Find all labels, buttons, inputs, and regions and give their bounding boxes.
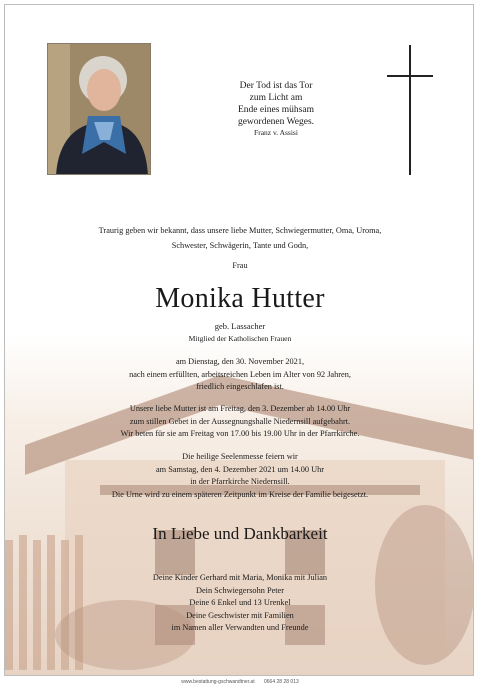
mourner-line: Deine 6 Enkel und 13 Urenkel bbox=[189, 598, 291, 607]
mourner-line: im Namen aller Verwandten und Freunde bbox=[171, 623, 309, 632]
quote-line: Der Tod ist das Tor bbox=[239, 81, 313, 91]
viewing-info bbox=[5, 403, 474, 441]
closing-phrase: In Liebe und Dankbarkeit bbox=[152, 524, 328, 543]
footer-website[interactable]: www.bestattung-gschwandtner.at bbox=[181, 679, 255, 685]
mourner-line: Deine Kinder Gerhard mit Maria, Monika mit Julian bbox=[152, 573, 328, 582]
portrait-illustration bbox=[48, 44, 151, 175]
death-notice-line: nach einem erfüllten, arbeitsreichen Leben im Alter von 92 Jahren, bbox=[129, 369, 351, 379]
mourners-list bbox=[5, 572, 474, 635]
obituary-card bbox=[4, 4, 474, 676]
mourner-line: Dein Schwiegersohn Peter bbox=[195, 585, 285, 595]
viewing-line: zum stillen Gebet in der Aussegnungshalle Niedernsill aufgebahrt. bbox=[129, 416, 351, 426]
birth-name: geb. Lassacher bbox=[214, 321, 266, 331]
viewing-line: Unsere liebe Mutter ist am Freitag, den 3. Dezember ab 14.00 Uhr bbox=[129, 404, 351, 413]
quote-author: Franz v. Assisi bbox=[254, 128, 298, 137]
viewing-line: Wir beten für sie am Freitag von 17.00 bis 19.00 Uhr in der Pfarrkirche. bbox=[120, 429, 360, 438]
deceased-name: Monika Hutter bbox=[155, 283, 325, 314]
mourner-line: Deine Geschwister mit Familien bbox=[186, 610, 294, 620]
mass-info bbox=[5, 451, 474, 501]
footer bbox=[0, 679, 480, 685]
footer-phone: 0664 28 28 013 bbox=[264, 679, 299, 685]
cross-icon bbox=[387, 45, 437, 177]
intro-text bbox=[5, 223, 474, 253]
death-notice-line: friedlich eingeschlafen ist. bbox=[196, 382, 284, 391]
quote-block bbox=[201, 80, 351, 138]
mass-line: am Samstag, den 4. Dezember 2021 um 14.00 Uhr bbox=[156, 464, 324, 474]
quote-line: zum Licht am bbox=[249, 93, 303, 103]
death-notice bbox=[5, 356, 474, 394]
quote-line: Ende eines mühsam bbox=[238, 105, 314, 115]
intro-line: Schwester, Schwägerin, Tante und Godn, bbox=[171, 241, 309, 250]
death-notice-line: am Dienstag, den 30. November 2021, bbox=[175, 357, 305, 366]
portrait-photo bbox=[47, 43, 151, 175]
intro-line: Traurig geben wir bekannt, dass unsere liebe Mutter, Schwiegermutter, Oma, Uroma, bbox=[98, 226, 382, 235]
mass-line: Die heilige Seelenmesse feiern wir bbox=[182, 452, 298, 461]
quote-line: gewordenen Weges. bbox=[237, 117, 315, 127]
salutation: Frau bbox=[232, 261, 248, 270]
membership: Mitglied der Katholischen Frauen bbox=[188, 334, 292, 343]
mass-line: Die Urne wird zu einem späteren Zeitpunkt im Kreise der Familie beigesetzt. bbox=[111, 489, 369, 499]
mass-line: in der Pfarrkirche Niedernsill. bbox=[190, 477, 290, 486]
